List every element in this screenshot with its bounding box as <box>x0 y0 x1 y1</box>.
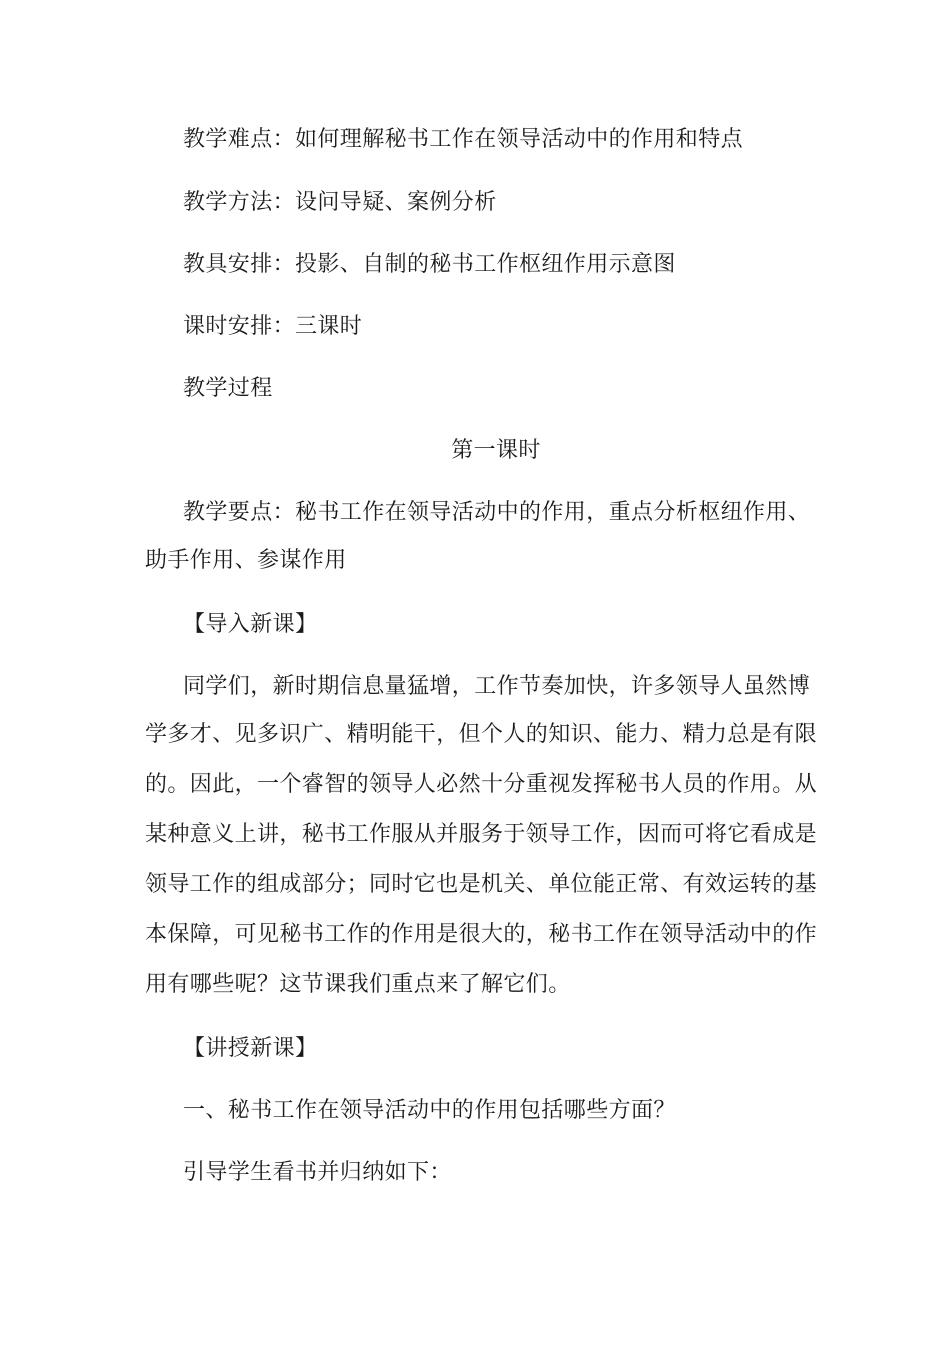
teaching-process-heading: 教学过程 <box>183 376 273 401</box>
intro-paragraph-line-3: 的。因此，一个睿智的领导人必然十分重视发挥秘书人员的作用。从 <box>145 772 818 797</box>
intro-paragraph-line-1: 同学们，新时期信息量猛增，工作节奏加快，许多领导人虽然博 <box>183 674 811 699</box>
new-lesson-section-heading: 【讲授新课】 <box>183 1036 318 1061</box>
class-hours: 课时安排：三课时 <box>183 314 363 339</box>
question-one: 一、秘书工作在领导活动中的作用包括哪些方面？ <box>183 1098 676 1123</box>
intro-paragraph-line-4: 某种意义上讲，秘书工作服从并服务于领导工作，因而可将它看成是 <box>145 822 818 847</box>
intro-paragraph-line-7: 用有哪些呢？这节课我们重点来了解它们。 <box>145 972 571 997</box>
lesson-one-heading: 第一课时 <box>451 438 541 463</box>
intro-paragraph-line-6: 本保障，可见秘书工作的作用是很大的，秘书工作在领导活动中的作 <box>145 922 818 947</box>
teaching-method: 教学方法：设问导疑、案例分析 <box>183 190 497 215</box>
guide-students-line: 引导学生看书并归纳如下： <box>183 1160 452 1185</box>
intro-section-heading: 【导入新课】 <box>183 612 318 637</box>
teaching-points-line-2: 助手作用、参谋作用 <box>145 548 347 573</box>
intro-paragraph-line-5: 领导工作的组成部分；同时它也是机关、单位能正常、有效运转的基 <box>145 872 818 897</box>
teaching-aids: 教具安排：投影、自制的秘书工作枢纽作用示意图 <box>183 252 676 277</box>
teaching-points-line-1: 教学要点：秘书工作在领导活动中的作用，重点分析枢纽作用、 <box>183 500 811 525</box>
intro-paragraph-line-2: 学多才、见多识广、精明能干，但个人的知识、能力、精力总是有限 <box>145 722 818 747</box>
teaching-difficulty: 教学难点：如何理解秘书工作在领导活动中的作用和特点 <box>183 127 744 152</box>
